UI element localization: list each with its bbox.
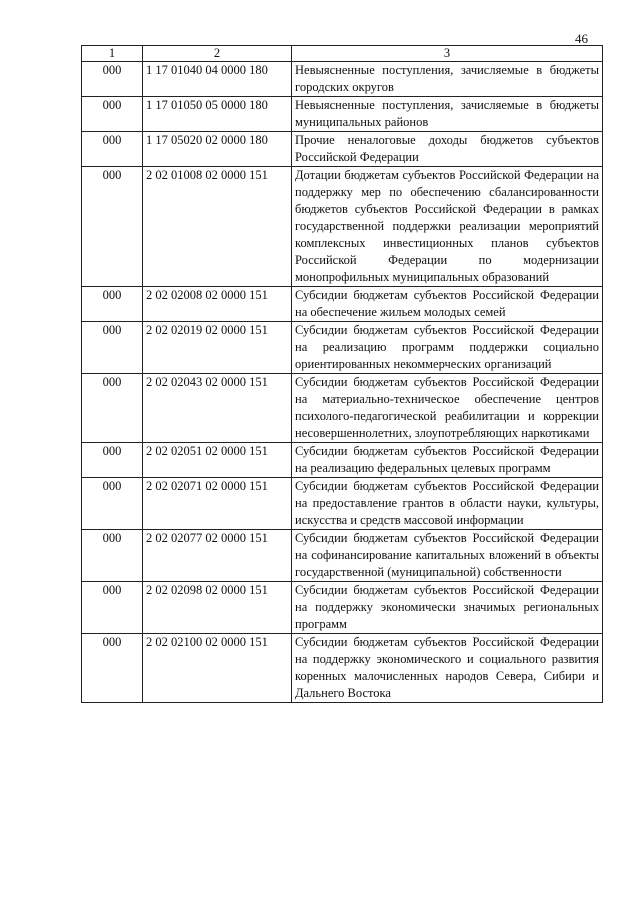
budget-code-cell: 1 17 01040 04 0000 180 <box>143 62 292 97</box>
admin-code-cell: 000 <box>82 287 143 322</box>
column-header-2: 2 <box>143 46 292 62</box>
table-row <box>82 287 603 322</box>
admin-code-cell: 000 <box>82 582 143 634</box>
table-row <box>82 443 603 478</box>
table-row <box>82 97 603 132</box>
income-name-cell: Субсидии бюджетам субъектов Российской Федерации на обеспечение жильем молодых семей <box>292 287 603 322</box>
budget-code-cell: 2 02 02051 02 0000 151 <box>143 443 292 478</box>
income-name-cell: Дотации бюджетам субъектов Российской Федерации на поддержку мер по обеспечению сбалансированности бюджетов субъектов Российской Федерации в рамках государственной поддержки реализации мероприятий комплексных инвестиционных планов субъектов Российской Федерации по модернизации монопрофильных муниципальных образований <box>292 167 603 287</box>
table-row <box>82 374 603 443</box>
budget-code-cell: 2 02 01008 02 0000 151 <box>143 167 292 287</box>
budget-code-cell: 2 02 02077 02 0000 151 <box>143 530 292 582</box>
income-name-cell: Субсидии бюджетам субъектов Российской Федерации на софинансирование капитальных вложений в объекты государственной (муниципальной) собственности <box>292 530 603 582</box>
admin-code-cell: 000 <box>82 478 143 530</box>
admin-code-cell: 000 <box>82 167 143 287</box>
page-number: 46 <box>575 31 588 46</box>
admin-code-cell: 000 <box>82 634 143 703</box>
income-name-cell: Субсидии бюджетам субъектов Российской Федерации на поддержку экономически значимых региональных программ <box>292 582 603 634</box>
budget-codes-table <box>81 45 603 703</box>
income-name-cell: Невыясненные поступления, зачисляемые в бюджеты городских округов <box>292 62 603 97</box>
admin-code-cell: 000 <box>82 530 143 582</box>
table-row <box>82 132 603 167</box>
admin-code-cell: 000 <box>82 97 143 132</box>
income-name-cell: Субсидии бюджетам субъектов Российской Федерации на реализацию программ поддержки социально ориентированных некоммерческих организаций <box>292 322 603 374</box>
column-header-1: 1 <box>82 46 143 62</box>
admin-code-cell: 000 <box>82 132 143 167</box>
table-row <box>82 634 603 703</box>
budget-code-cell: 1 17 01050 05 0000 180 <box>143 97 292 132</box>
column-header-3: 3 <box>292 46 603 62</box>
admin-code-cell: 000 <box>82 443 143 478</box>
table-row <box>82 62 603 97</box>
budget-code-cell: 2 02 02100 02 0000 151 <box>143 634 292 703</box>
admin-code-cell: 000 <box>82 374 143 443</box>
income-name-cell: Субсидии бюджетам субъектов Российской Федерации на поддержку экономического и социального развития коренных малочисленных народов Севера, Сибири и Дальнего Востока <box>292 634 603 703</box>
table-row <box>82 322 603 374</box>
budget-code-cell: 2 02 02043 02 0000 151 <box>143 374 292 443</box>
income-name-cell: Невыясненные поступления, зачисляемые в бюджеты муниципальных районов <box>292 97 603 132</box>
budget-code-cell: 2 02 02071 02 0000 151 <box>143 478 292 530</box>
income-name-cell: Субсидии бюджетам субъектов Российской Федерации на материально-техническое обеспечение центров психолого-педагогической реабилитации и коррекции несовершеннолетних, злоупотребляющих наркотиками <box>292 374 603 443</box>
income-name-cell: Субсидии бюджетам субъектов Российской Федерации на реализацию федеральных целевых программ <box>292 443 603 478</box>
income-name-cell: Прочие неналоговые доходы бюджетов субъектов Российской Федерации <box>292 132 603 167</box>
table-header-row <box>82 46 603 62</box>
table-row <box>82 530 603 582</box>
table-row <box>82 167 603 287</box>
budget-code-cell: 1 17 05020 02 0000 180 <box>143 132 292 167</box>
income-name-cell: Субсидии бюджетам субъектов Российской Федерации на предоставление грантов в области науки, культуры, искусства и средств массовой информации <box>292 478 603 530</box>
budget-code-cell: 2 02 02008 02 0000 151 <box>143 287 292 322</box>
admin-code-cell: 000 <box>82 62 143 97</box>
table-row <box>82 582 603 634</box>
admin-code-cell: 000 <box>82 322 143 374</box>
budget-code-cell: 2 02 02019 02 0000 151 <box>143 322 292 374</box>
budget-code-cell: 2 02 02098 02 0000 151 <box>143 582 292 634</box>
table-row <box>82 478 603 530</box>
